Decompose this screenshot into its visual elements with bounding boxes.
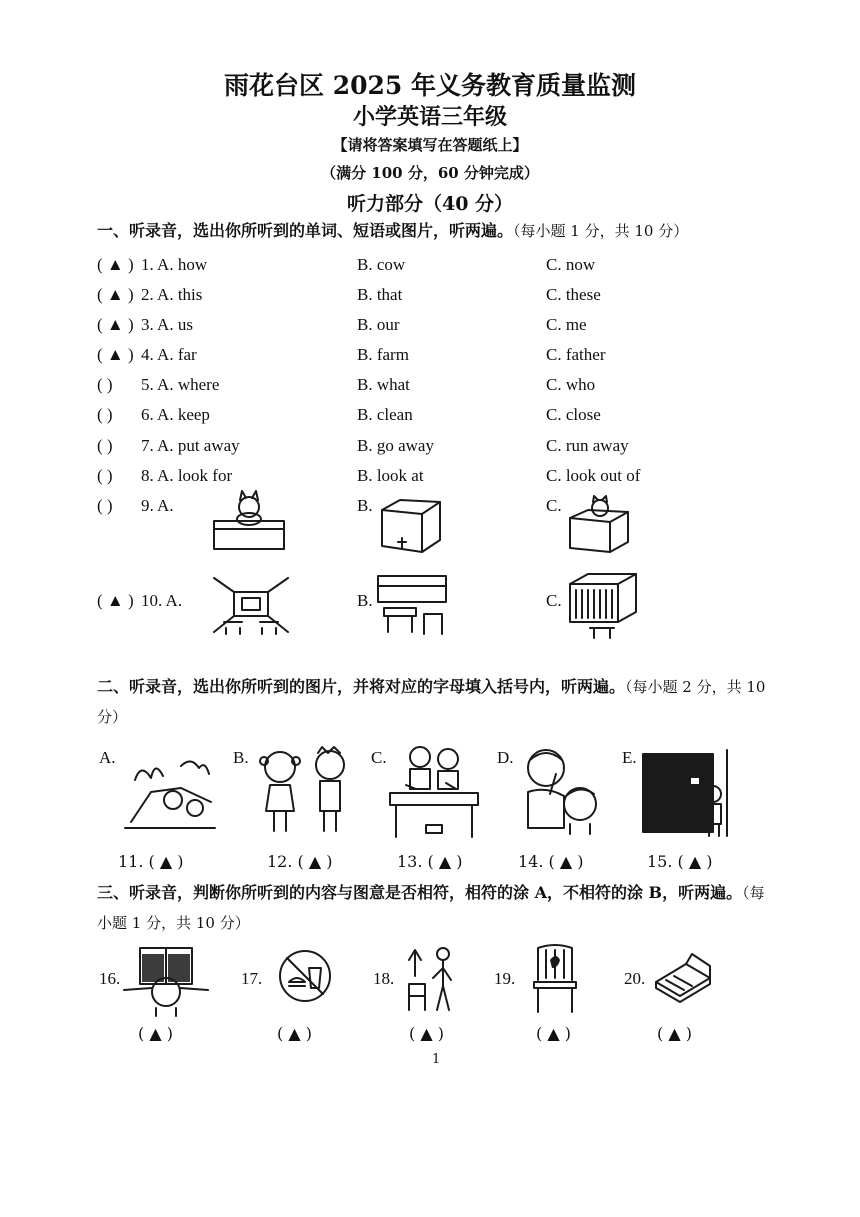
q7-option-b: B. go away xyxy=(357,436,434,455)
answer-14: 14. ( ▲ ) xyxy=(518,852,584,871)
q9-answer-paren: ( ) xyxy=(97,496,113,515)
exam-title: 雨花台区 2025 年义务教育质量监测 xyxy=(224,71,636,100)
answer-16: ( ▲ ) xyxy=(138,1024,173,1043)
q1-option-b: B. cow xyxy=(357,255,406,274)
s2-picture-b xyxy=(256,745,354,835)
answer-17: ( ▲ ) xyxy=(277,1024,312,1043)
answer-18: ( ▲ ) xyxy=(409,1024,444,1043)
q9-option-b: B. xyxy=(357,496,373,515)
q4-option-a: 4. A. far xyxy=(141,345,197,364)
q10-option-c: C. xyxy=(546,591,562,610)
s2-picture-a xyxy=(121,752,219,834)
answer-instruction: 【请将答案填写在答题纸上】 xyxy=(332,136,528,154)
q5-answer-paren: ( ) xyxy=(97,375,113,394)
q8-option-c: C. look out of xyxy=(546,466,641,485)
q4-option-c: C. father xyxy=(546,345,606,364)
q9-a-picture xyxy=(212,493,288,553)
q8-option-b: B. look at xyxy=(357,466,424,485)
answer-15: 15. ( ▲ ) xyxy=(647,852,713,871)
q6-option-a: 6. A. keep xyxy=(141,405,210,424)
s2-picture-d xyxy=(520,746,604,834)
q7-option-a: 7. A. put away xyxy=(141,436,240,455)
s2-label-d: D. xyxy=(497,748,514,767)
q8-option-a: 8. A. look for xyxy=(141,466,233,485)
s2-label-c: C. xyxy=(371,748,387,767)
q10-option-b: B. xyxy=(357,591,373,610)
q2-option-a: 2. A. this xyxy=(141,285,203,304)
q1-answer-paren: ( ▲ ) xyxy=(97,255,134,274)
q9-b-picture xyxy=(378,498,444,556)
q3-option-b: B. our xyxy=(357,315,400,334)
q19-chair-picture xyxy=(530,944,580,1014)
s2-picture-c xyxy=(386,745,482,841)
q5-option-b: B. what xyxy=(357,375,410,394)
section2-heading: 二、听录音，选出你所听到的图片，并将对应的字母填入括号内，听两遍。（每小题 2 分，共 10 分） xyxy=(97,677,766,726)
q20-number: 20. xyxy=(624,969,646,988)
s2-picture-e xyxy=(641,750,731,838)
q8-answer-paren: ( ) xyxy=(97,466,113,485)
q4-option-b: B. farm xyxy=(357,345,409,364)
q5-option-a: 5. A. where xyxy=(141,375,220,394)
q7-answer-paren: ( ) xyxy=(97,436,113,455)
q18-number: 18. xyxy=(373,969,395,988)
q16-picture xyxy=(122,946,210,1018)
s2-label-a: A. xyxy=(99,748,116,767)
q7-option-c: C. run away xyxy=(546,436,629,455)
q10-b-picture xyxy=(376,574,448,636)
score-time: （满分 100 分，60 分钟完成） xyxy=(321,164,539,182)
q17-no-food-icon xyxy=(277,948,333,1004)
answer-11: 11. ( ▲ ) xyxy=(118,852,184,871)
q6-option-c: C. close xyxy=(546,405,601,424)
part-heading: 听力部分（40 分） xyxy=(346,193,514,215)
q10-answer-paren: ( ▲ ) xyxy=(97,591,134,610)
q5-option-c: C. who xyxy=(546,375,596,394)
q18-stand-up-picture xyxy=(405,944,461,1014)
answer-13: 13. ( ▲ ) xyxy=(397,852,463,871)
q6-answer-paren: ( ) xyxy=(97,405,113,424)
exam-subtitle: 小学英语三年级 xyxy=(352,104,507,130)
q10-c-picture xyxy=(568,572,638,640)
q10-a-picture xyxy=(212,576,290,634)
q19-number: 19. xyxy=(494,969,516,988)
q16-number: 16. xyxy=(99,969,121,988)
page-number: 1 xyxy=(432,1052,441,1067)
q4-answer-paren: ( ▲ ) xyxy=(97,345,134,364)
q6-option-b: B. clean xyxy=(357,405,413,424)
q17-number: 17. xyxy=(241,969,263,988)
answer-12: 12. ( ▲ ) xyxy=(267,852,333,871)
q2-answer-paren: ( ▲ ) xyxy=(97,285,134,304)
section1-heading: 一、听录音，选出你所听到的单词、短语或图片，听两遍。（每小题 1 分，共 10 分） xyxy=(97,221,689,240)
q1-option-a: 1. A. how xyxy=(141,255,208,274)
answer-19: ( ▲ ) xyxy=(536,1024,571,1043)
s2-label-b: B. xyxy=(233,748,249,767)
q9-option-a: 9. A. xyxy=(141,496,174,515)
q1-option-c: C. now xyxy=(546,255,596,274)
q2-option-c: C. these xyxy=(546,285,601,304)
q3-answer-paren: ( ▲ ) xyxy=(97,315,134,334)
q3-option-c: C. me xyxy=(546,315,587,334)
answer-20: ( ▲ ) xyxy=(657,1024,692,1043)
q9-c-picture xyxy=(568,496,634,554)
q2-option-b: B. that xyxy=(357,285,403,304)
q9-option-c: C. xyxy=(546,496,562,515)
section3-heading: 三、听录音，判断你所听到的内容与图意是否相符，相符的涂 A，不相符的涂 B，听两遍。（每小题 1 分，共 10 分） xyxy=(97,883,765,932)
s2-label-e: E. xyxy=(622,748,637,767)
q3-option-a: 3. A. us xyxy=(141,315,193,334)
q10-option-a: 10. A. xyxy=(141,591,183,610)
q20-pencil-box-picture xyxy=(652,952,712,1000)
